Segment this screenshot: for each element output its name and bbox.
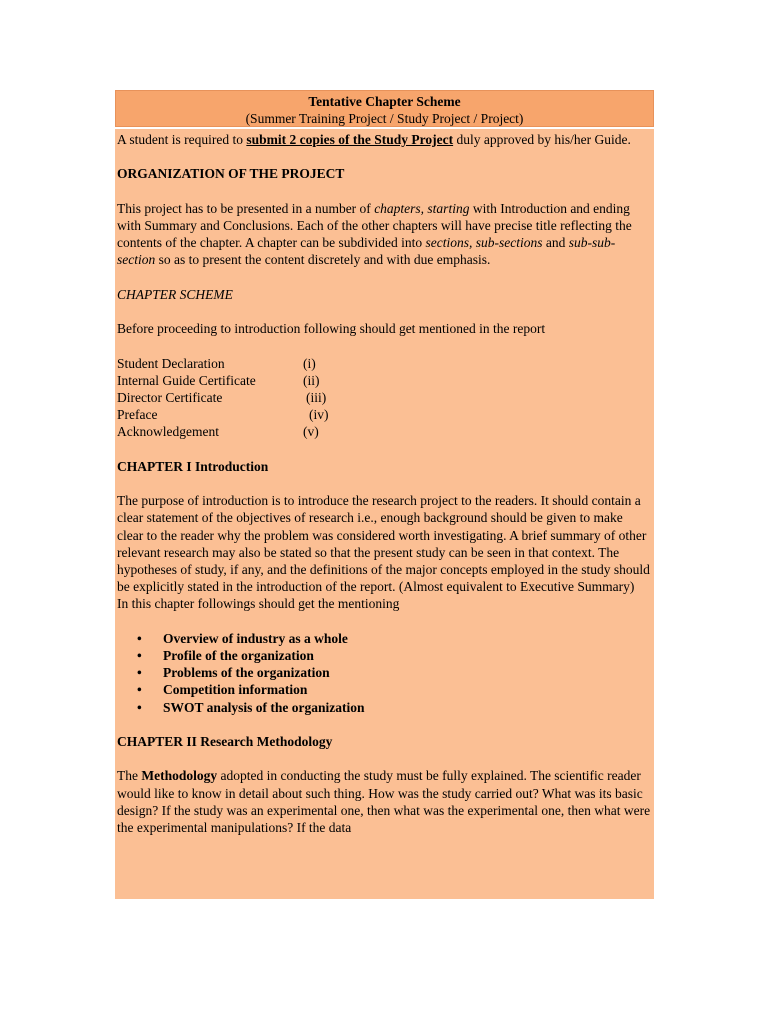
organization-paragraph [117, 200, 651, 269]
ch2-text-post: adopted in conducting the study must be fully explained. The scientific reader would like to know in detail about such thing. How was the study carried out? What was its basic design? If the study was an experimental one, then what was the experimental one, then what were the experimental manipulations? If the data [117, 768, 651, 835]
submit-copies-link[interactable]: submit 2 copies of the Study Project [246, 132, 454, 147]
chapter-2-paragraph [117, 767, 651, 836]
org-italic-3: sub-sub-section [117, 235, 616, 268]
intro-text-pre: A student is required to [117, 132, 247, 147]
prelim-row [117, 389, 377, 406]
organization-heading: ORGANIZATION OF THE PROJECT [117, 166, 345, 182]
prelim-row [117, 406, 377, 423]
header-box [115, 90, 654, 127]
org-italic-2: sections, sub-sections [425, 235, 543, 251]
list-item: • Profile of the organization [137, 647, 651, 664]
prelim-label: Director Certificate [117, 389, 223, 405]
prelim-number: (v) [303, 424, 319, 440]
prelim-number: (i) [303, 355, 316, 371]
list-item: • SWOT analysis of the organization [137, 699, 651, 716]
chapter-1-bullet-list [117, 630, 651, 716]
org-text-2: with Introduction and ending with Summary and Conclusions. Each of the other chapters will have precise title reflecting the contents of the chapter. A chapter can be subdivided into [117, 200, 632, 251]
ch2-methodology-bold: Methodology [141, 768, 218, 784]
prelim-number: (iii) [306, 389, 327, 405]
document-title: Tentative Chapter Scheme [308, 94, 461, 109]
chapter-1-paragraph: The purpose of introduction is to introduce the research project to the readers. It should contain a clear statement of the objectives of research i.e., enough background should be given to make clear to the reader why the problem was considered worth investigating. A brief summary of other relevant research may also be stated so that the present study can be seen in that context. The hypotheses of study, if any, and the definitions of the major concepts employed in the study should be explicitly stated in the introduction of the report. (Almost equivalent to Executive Summary) [117, 493, 650, 595]
chapter-1-heading: CHAPTER I Introduction [117, 458, 269, 474]
org-text-4: so as to present the content discretely and with due emphasis. [155, 252, 491, 268]
prelim-label: Internal Guide Certificate [117, 372, 256, 388]
chapter-1-followings: In this chapter followings should get the mentioning [117, 596, 400, 612]
prelim-number: (iv) [309, 407, 329, 423]
document-page [115, 90, 654, 899]
chapter-scheme-heading: CHAPTER SCHEME [117, 286, 233, 302]
before-intro-text: Before proceeding to introduction following should get mentioned in the report [117, 321, 546, 337]
prelim-row [117, 355, 377, 372]
prelim-number: (ii) [303, 372, 320, 388]
list-item: • Problems of the organization [137, 664, 651, 681]
preliminaries-list [117, 355, 377, 441]
prelim-label: Acknowledgement [117, 424, 219, 440]
org-text-3: and [542, 235, 569, 251]
org-text-1: This project has to be presented in a number of [117, 200, 375, 216]
list-item: • Overview of industry as a whole [137, 630, 651, 647]
ch2-text-pre: The [117, 768, 142, 784]
intro-paragraph [117, 131, 651, 148]
content-box [115, 129, 654, 899]
chapter-2-heading: CHAPTER II Research Methodology [117, 733, 333, 749]
prelim-label: Preface [117, 407, 158, 423]
document-subtitle: (Summer Training Project / Study Project / Project) [245, 110, 524, 126]
prelim-row [117, 423, 377, 440]
intro-text-post: duly approved by his/her Guide. [453, 132, 631, 147]
prelim-row [117, 372, 377, 389]
list-item: • Competition information [137, 681, 651, 698]
org-italic-1: chapters, starting [374, 200, 470, 216]
prelim-label: Student Declaration [117, 355, 225, 371]
